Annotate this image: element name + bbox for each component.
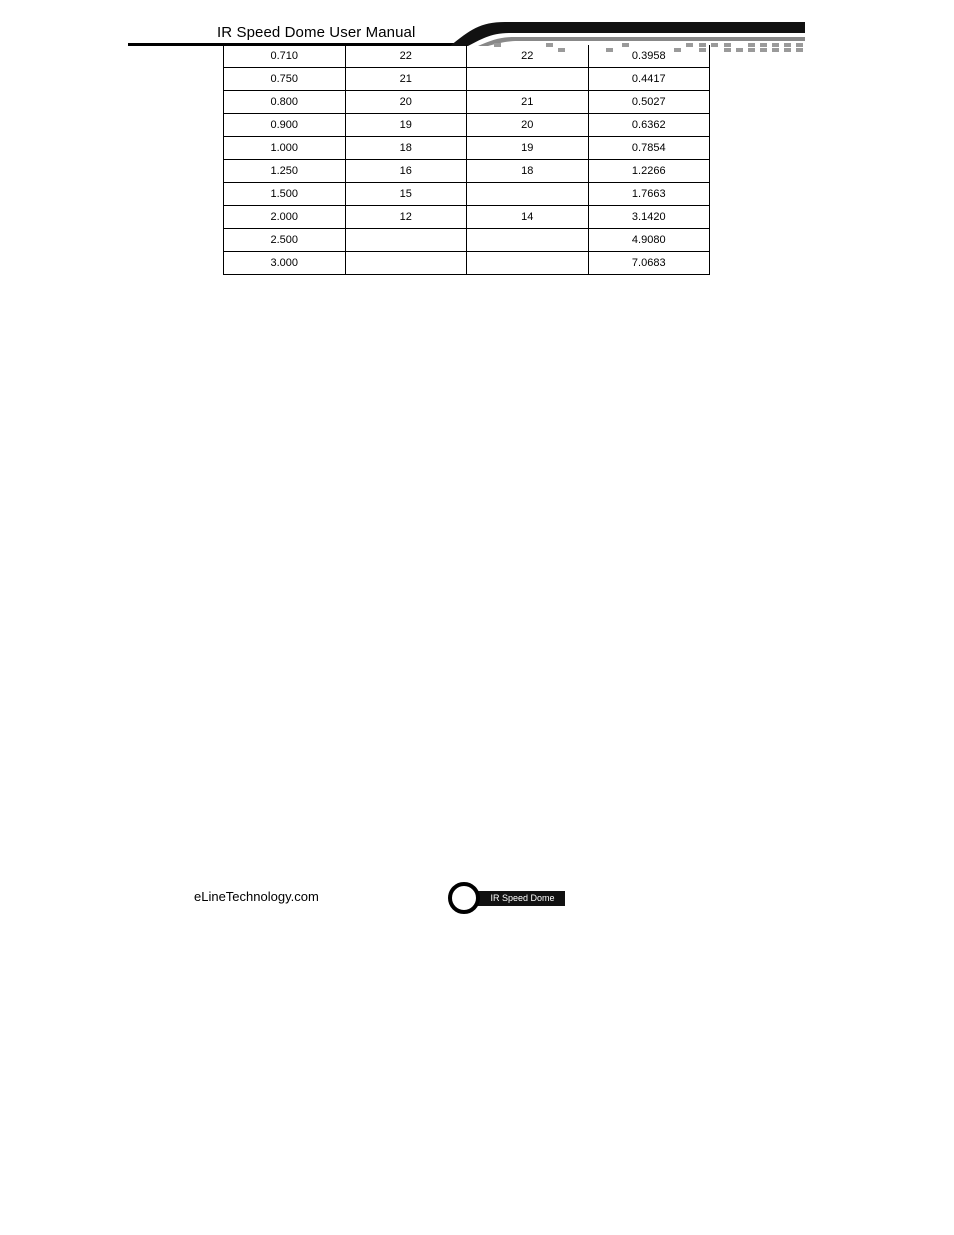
table-cell: 0.3958 (588, 45, 710, 68)
table-cell: 0.710 (224, 45, 346, 68)
table-cell: 3.1420 (588, 206, 710, 229)
table-cell: 12 (345, 206, 467, 229)
table-cell: 21 (467, 91, 589, 114)
table-cell: 18 (467, 160, 589, 183)
table-cell: 7.0683 (588, 252, 710, 275)
table-cell (467, 252, 589, 275)
table-cell: 0.6362 (588, 114, 710, 137)
table-cell: 0.750 (224, 68, 346, 91)
table-cell: 22 (345, 45, 467, 68)
table-cell: 20 (345, 91, 467, 114)
table-cell: 4.9080 (588, 229, 710, 252)
table-cell: 1.7663 (588, 183, 710, 206)
table-cell: 3.000 (224, 252, 346, 275)
table-cell (345, 229, 467, 252)
table-cell: 15 (345, 183, 467, 206)
table-cell: 0.800 (224, 91, 346, 114)
table-cell: 19 (345, 114, 467, 137)
table-cell: 0.4417 (588, 68, 710, 91)
table-cell: 1.250 (224, 160, 346, 183)
logo-circle-icon (448, 882, 480, 914)
table-cell: 16 (345, 160, 467, 183)
footer-website: eLineTechnology.com (194, 889, 319, 904)
table-row (224, 229, 710, 252)
table-cell (467, 183, 589, 206)
table-row (224, 114, 710, 137)
table-cell: 1.500 (224, 183, 346, 206)
table-row (224, 183, 710, 206)
table-cell: 1.000 (224, 137, 346, 160)
table-body (224, 45, 710, 275)
specification-table (223, 45, 710, 275)
table-cell (345, 252, 467, 275)
table-row (224, 252, 710, 275)
table-cell: 20 (467, 114, 589, 137)
table-row (224, 45, 710, 68)
logo-label: IR Speed Dome (470, 891, 565, 906)
table-cell: 22 (467, 45, 589, 68)
table-row (224, 160, 710, 183)
table-cell: 2.000 (224, 206, 346, 229)
table-cell: 0.900 (224, 114, 346, 137)
footer-logo (448, 882, 566, 914)
table-cell: 18 (345, 137, 467, 160)
table-row (224, 206, 710, 229)
table-cell: 14 (467, 206, 589, 229)
table-row (224, 68, 710, 91)
table-row (224, 137, 710, 160)
page-header-title: IR Speed Dome User Manual (217, 24, 416, 41)
table-cell: 21 (345, 68, 467, 91)
table-row (224, 91, 710, 114)
table-cell: 0.7854 (588, 137, 710, 160)
table-cell (467, 229, 589, 252)
table-cell (467, 68, 589, 91)
table-cell: 2.500 (224, 229, 346, 252)
table-cell: 1.2266 (588, 160, 710, 183)
table-cell: 0.5027 (588, 91, 710, 114)
table-cell: 19 (467, 137, 589, 160)
